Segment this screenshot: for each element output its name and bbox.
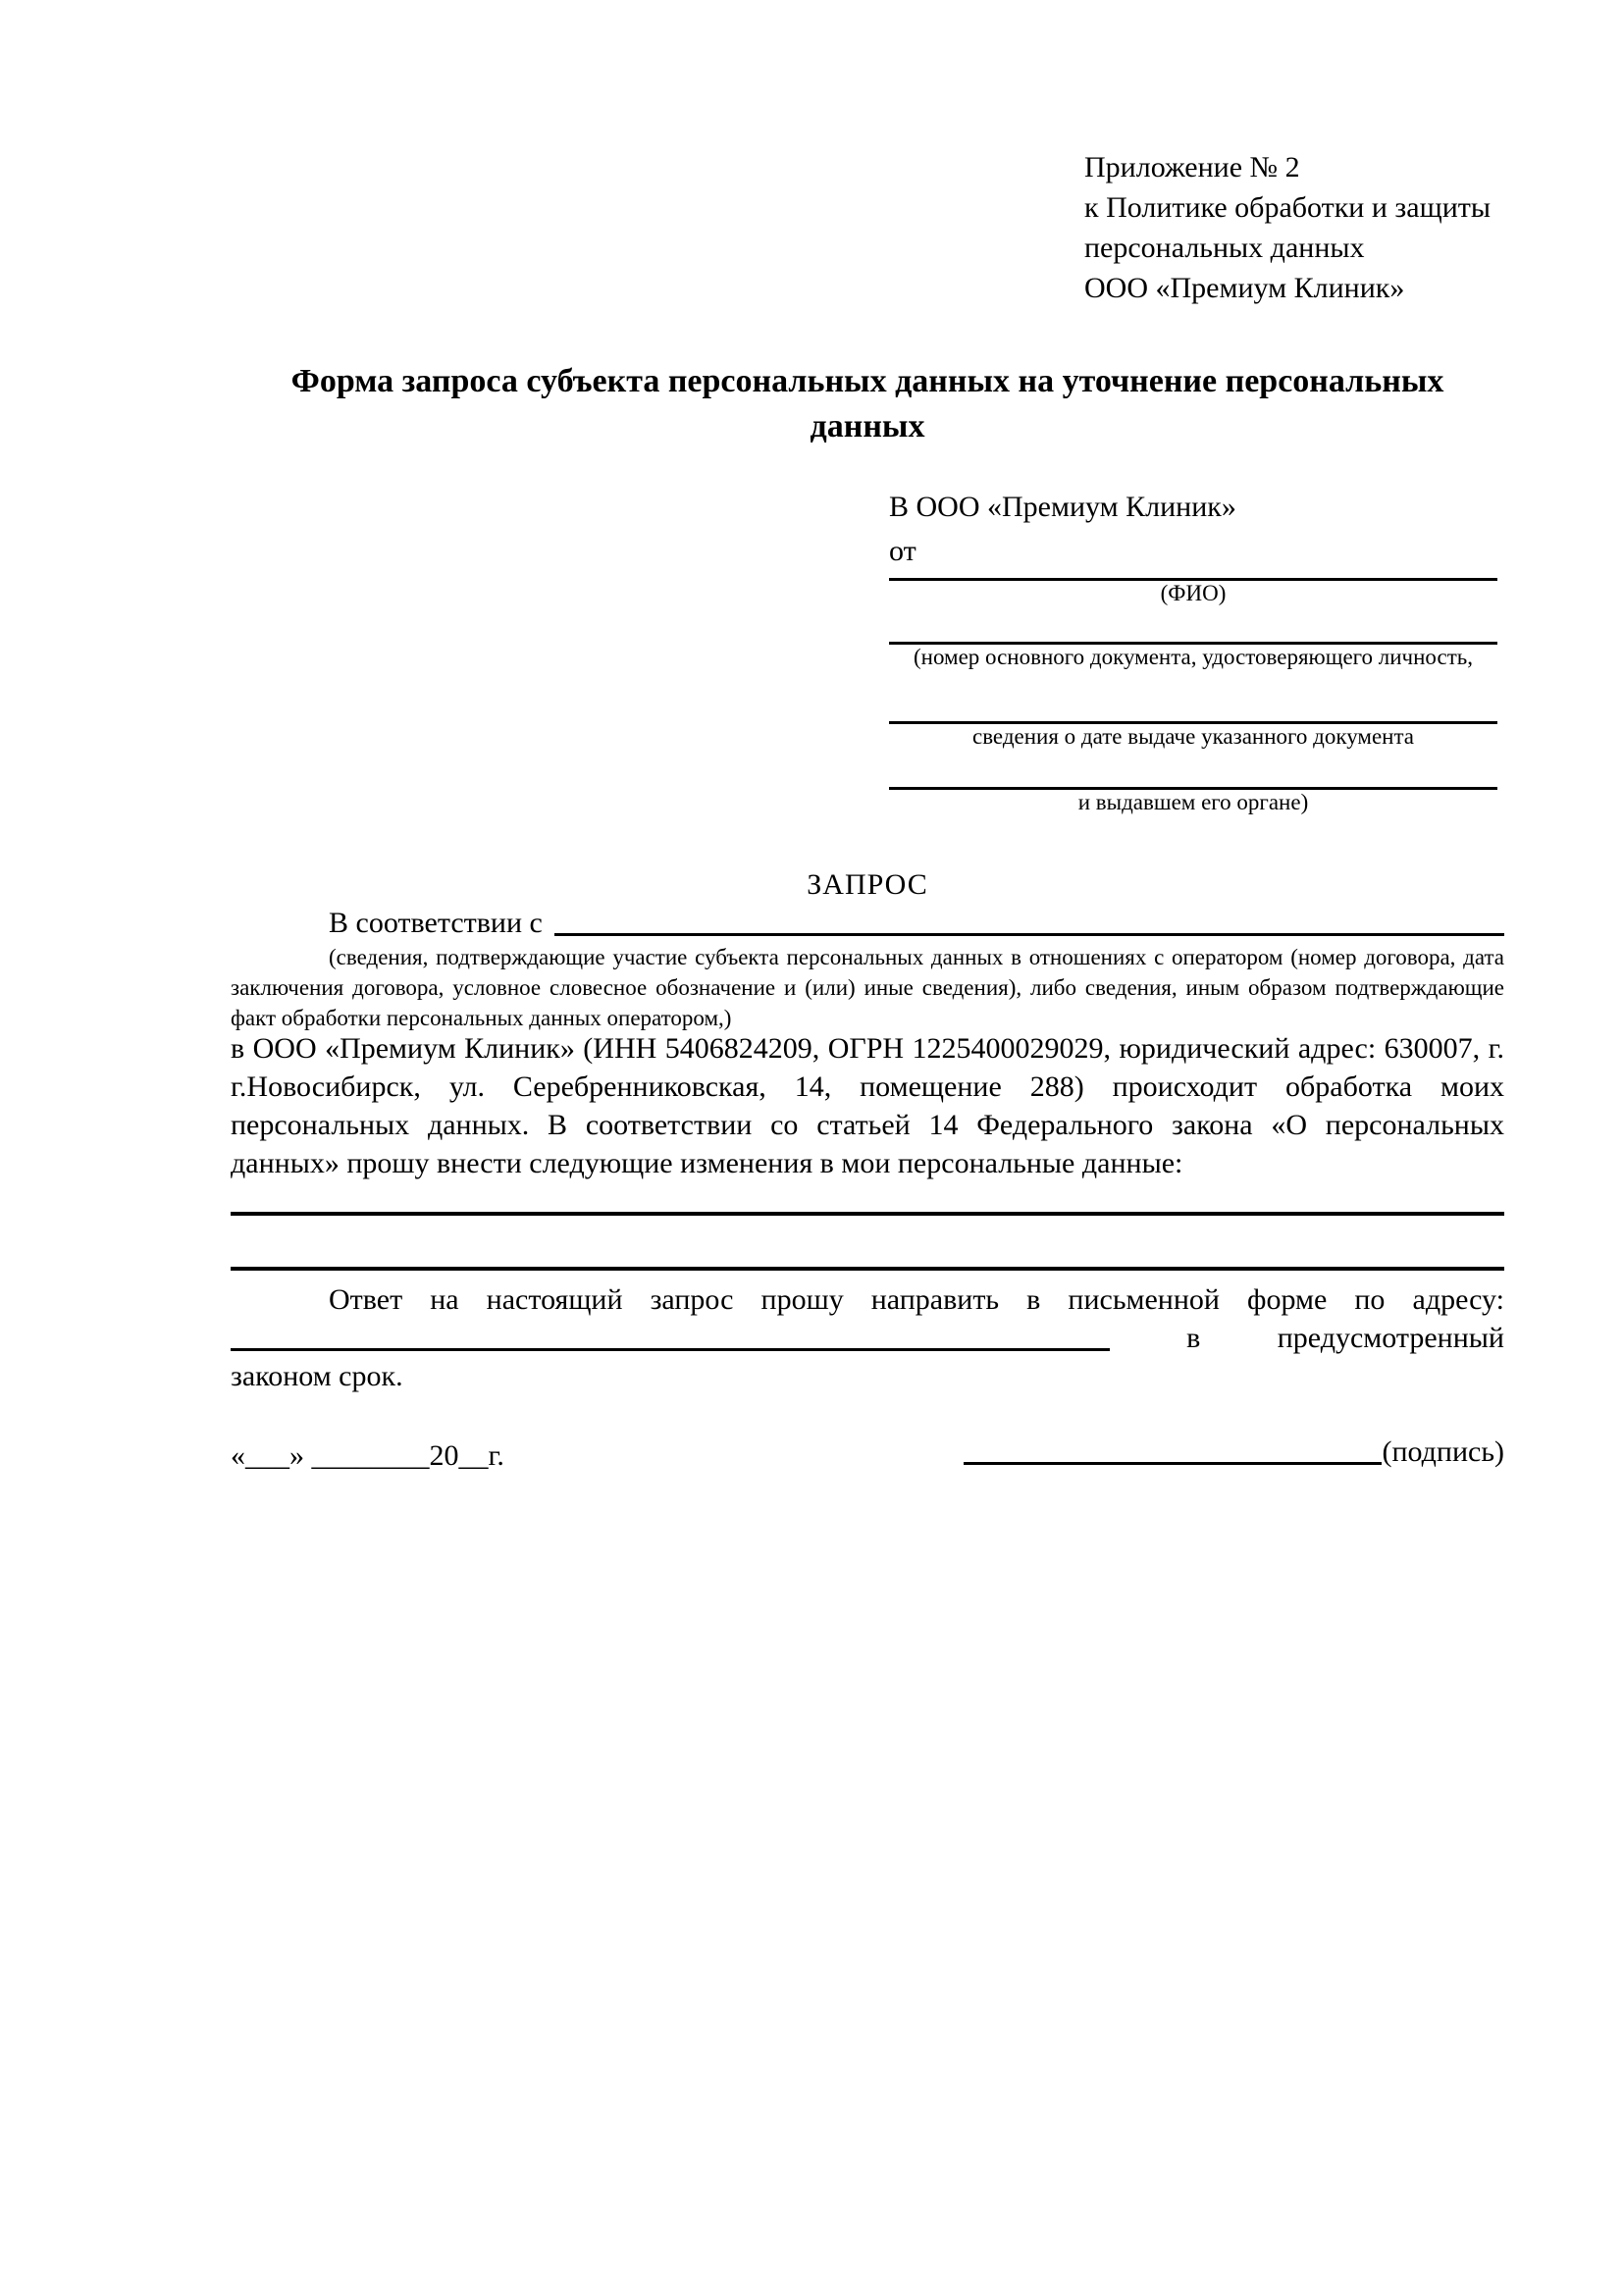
date-signature-row [231,1433,1504,1475]
signature-group [964,1433,1504,1471]
basis-blank-line [554,933,1504,936]
basis-note: (сведения, подтверждающие участие субъекта персональных данных в отношениях с оператором (номер договора, дата заключения договора, условное словесное обозначение и (или) иные сведения), либо сведения, иным образом подтверждающие факт обработки персональных данных оператором,) [231,945,1504,1030]
changes-blank-line-1 [231,1212,1504,1216]
request-body: в ООО «Премиум Клиник» (ИНН 5406824209, ОГРН 1225400029029, юридический адрес: 630007, г. г.Новосибирск, ул. Серебренниковская, 14, помещение 288) происходит обработка моих персональных данных. В соответствии со статьей 14 Федерального закона «О персональных данных» прошу внести следующие изменения в мои персональные данные: [231,1032,1504,1179]
addressee-organization: В ООО «Премиум Клиник» [889,491,1236,523]
document-title: Форма запроса субъекта персональных данных на уточнение персональных данных [290,363,1444,444]
basis-label: В соответствии с [329,907,543,939]
signature-blank-line [964,1462,1382,1465]
reply-address-blank-line [231,1348,1110,1351]
addressee-from-label: от [889,535,916,567]
reply-tail: законом срок. [231,1360,403,1392]
basis-row [231,907,1504,940]
reply-word-b: предусмотренный [1277,1322,1504,1354]
annex-line: к Политике обработки и защиты [1084,191,1492,224]
reply-address-intro: Ответ на настоящий запрос прошу направить в письменной форме по адресу: [329,1283,1504,1316]
addressee-block [889,485,1497,815]
fio-caption: (ФИО) [1160,581,1227,605]
reply-word-a: в [1186,1322,1201,1354]
document-number-caption: (номер основного документа, удостоверяющего личность, [913,645,1473,669]
issue-date-caption: сведения о дате выдаче указанного документа [971,724,1415,749]
signature-caption: (подпись) [1382,1435,1504,1468]
changes-blank-line-2 [231,1267,1504,1271]
reply-address-row [231,1319,1504,1357]
annex-line: Приложение № 2 [1084,151,1300,183]
annex-line: персональных данных [1084,232,1365,264]
date-blank-line: «___» ________20__г. [231,1439,504,1472]
issuing-authority-caption: и выдавшем его органе) [1077,790,1309,814]
request-heading: ЗАПРОС [807,868,928,901]
annex-line: ООО «Премиум Клиник» [1084,272,1405,304]
annex-header [1084,147,1506,308]
